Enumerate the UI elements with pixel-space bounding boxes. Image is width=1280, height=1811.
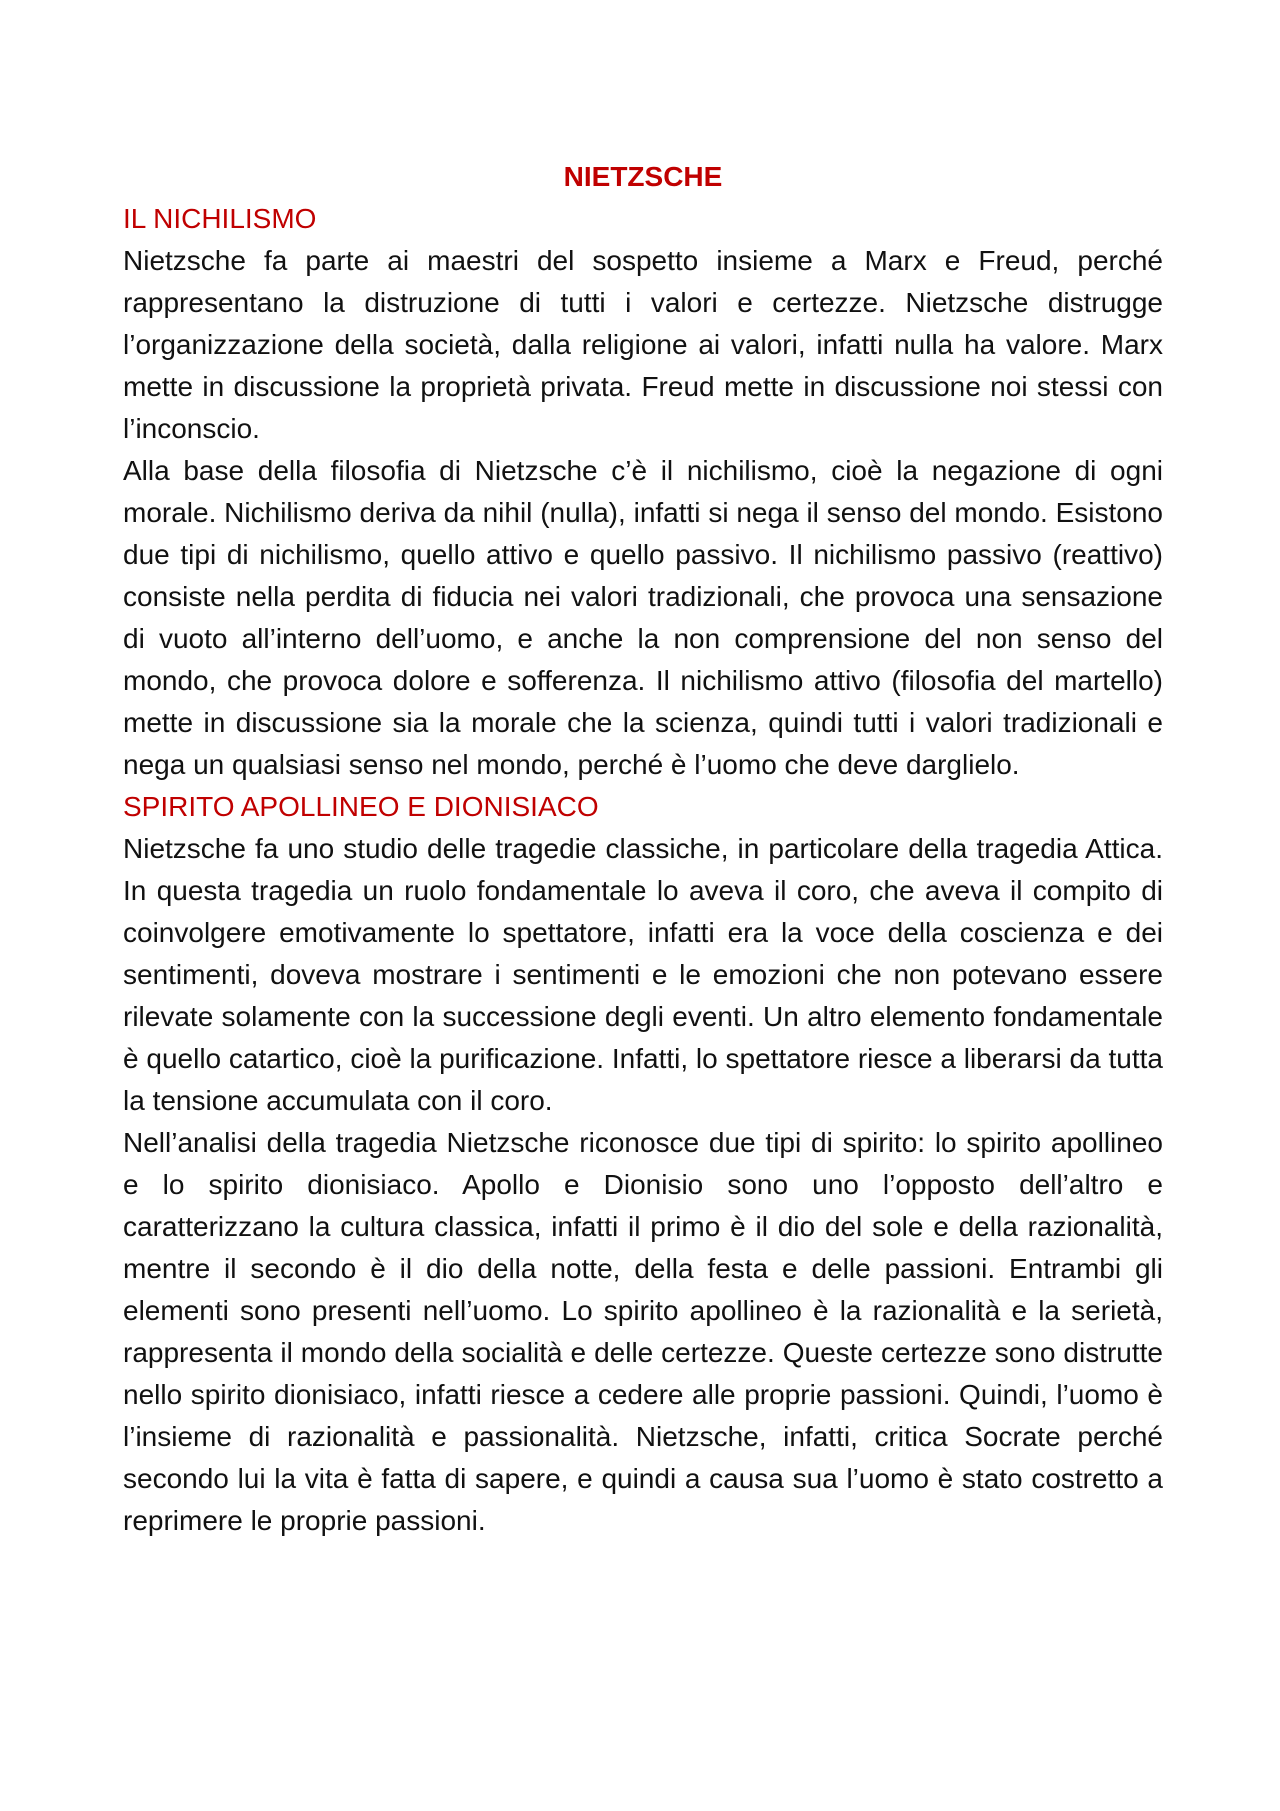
section-heading-nichilismo: IL NICHILISMO [123,203,317,234]
document-body [123,156,1163,1542]
document-title: NIETZSCHE [563,161,723,192]
section-heading-apollineo-dionisiaco: SPIRITO APOLLINEO E DIONISIACO [123,791,599,822]
paragraph-maestri-sospetto: Nietzsche fa parte ai maestri del sospetto insieme a Marx e Freud, perché rappresentano la distruzione di tutti i valori e certezze. Nietzsche distrugge l’organizzazione della società, dalla religione ai valori, infatti nulla ha valore. Marx mette in discussione la proprietà privata. Freud mette in discussione noi stessi con l’inconscio. [123,245,1163,444]
paragraph-spirito: Nell’analisi della tragedia Nietzsche riconosce due tipi di spirito: lo spirito apollineo e lo spirito dionisiaco. Apollo e Dionisio sono uno l’opposto dell’altro e caratterizzano la cultura classica, infatti il primo è il dio del sole e della razionalità, mentre il secondo è il dio della notte, della festa e delle passioni. Entrambi gli elementi sono presenti nell’uomo. Lo spirito apollineo è la razionalità e la serietà, rappresenta il mondo della socialità e delle certezze. Queste certezze sono distrutte nello spirito dionisiaco, infatti riesce a cedere alle proprie passioni. Quindi, l’uomo è l’insieme di razionalità e passionalità. Nietzsche, infatti, critica Socrate perché secondo lui la vita è fatta di sapere, e quindi a causa sua l’uomo è stato costretto a reprimere le proprie passioni. [123,1127,1163,1536]
paragraph-tragedia: Nietzsche fa uno studio delle tragedie classiche, in particolare della tragedia Attica. In questa tragedia un ruolo fondamentale lo aveva il coro, che aveva il compito di coinvolgere emotivamente lo spettatore, infatti era la voce della coscienza e dei sentimenti, doveva mostrare i sentimenti e le emozioni che non potevano essere rilevate solamente con la successione degli eventi. Un altro elemento fondamentale è quello catartico, cioè la purificazione. Infatti, lo spettatore riesce a liberarsi da tutta la tensione accumulata con il coro. [123,833,1163,1116]
paragraph-nichilismo: Alla base della filosofia di Nietzsche c’è il nichilismo, cioè la negazione di ogni morale. Nichilismo deriva da nihil (nulla), infatti si nega il senso del mondo. Esistono due tipi di nichilismo, quello attivo e quello passivo. Il nichilismo passivo (reattivo) consiste nella perdita di fiducia nei valori tradizionali, che provoca una sensazione di vuoto all’interno dell’uomo, e anche la non comprensione del non senso del mondo, che provoca dolore e sofferenza. Il nichilismo attivo (filosofia del martello) mette in discussione sia la morale che la scienza, quindi tutti i valori tradizionali e nega un qualsiasi senso nel mondo, perché è l’uomo che deve darglielo. [123,455,1163,780]
